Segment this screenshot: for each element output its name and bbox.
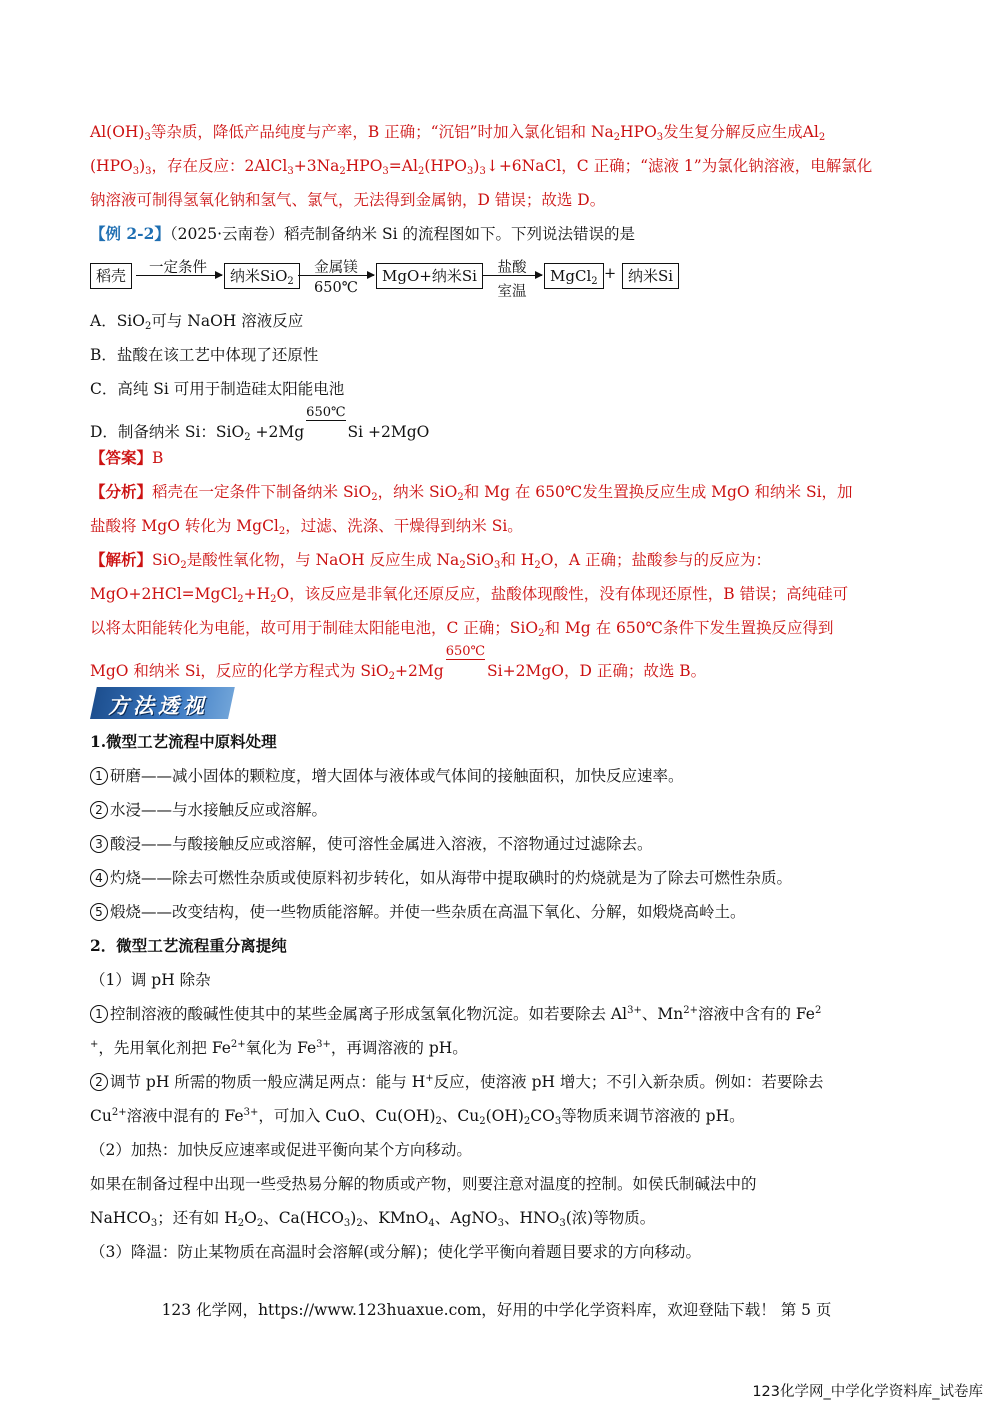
- answer-line: [90, 447, 163, 469]
- section2-p2-line-1: 2 调节 pH 所需的物质一般应满足两点：能与 H+反应，使溶液 pH 增大；不引入新杂质。例如：若要除去: [90, 1071, 823, 1093]
- answer-value: B: [152, 449, 164, 467]
- process-flow-diagram: [90, 258, 690, 298]
- analysis-line-1: 【分析】稻壳在一定条件下制备纳米 SiO$_2$，纳米 SiO$_2$和 Mg 在 650℃发生置换反应生成 MgO 和纳米 Si，加: [90, 482, 853, 503]
- analysis-prev-line-1: $Al(OH)_3$等杂质，降低产品纯度与产率，B 正确；“沉铝”时加入氯化铝和 $Na_2HPO_3$发生复分解反应生成$Al_2$: [90, 123, 826, 143]
- section2-p1-line-2: +，先用氧化剂把 $Fe^{2+}$氧化为 $Fe^{3+}$，再调溶液的 pH。: [90, 1039, 468, 1057]
- flow-arrow-3-bottom: 室温: [497, 284, 527, 300]
- analysis-prev-line-2: $(HPO_3)_3$，存在反应：$2AlCl_3+3Na_2HPO_3=Al_2(HPO_3)_3↓+6NaCl$，C 正确；“滤液 1”为氯化钠溶液，电解氯化: [90, 157, 873, 177]
- answer-tag: 【答案】: [90, 448, 153, 467]
- section2-p1-line-1: 1 控制溶液的酸碱性使其中的某些金属离子形成氢氧化物沉淀。如若要除去 $Al^{3+}$、$Mn^{2+}$溶液中含有的 Fe$^2$: [90, 1003, 821, 1025]
- explain-condition: 650℃: [445, 644, 486, 659]
- example-stem: 【例 2-2】（2025·云南卷）稻壳制备纳米 Si 的流程图如下。下列说法错误的是: [90, 224, 635, 243]
- corner-watermark: 123化学网_中学化学资料库_试卷库: [752, 1384, 983, 1400]
- explain-tag: 【解析】: [90, 550, 153, 569]
- option-b: B．盐酸在该工艺中体现了还原性: [90, 346, 319, 364]
- section2-sub3: （3）降温：防止某物质在高温时会溶解(或分解)；使化学平衡向着题目要求的方向移动。: [90, 1243, 701, 1261]
- flow-arrow-2-bottom: 650℃: [314, 280, 358, 296]
- flow-arrow-1-label: 一定条件: [149, 260, 207, 276]
- method-banner-title: 方法透视: [108, 694, 208, 718]
- explain-line-1: 【解析】SiO$_2$是酸性氧化物，与 NaOH 反应生成 $Na_2SiO_3$和 $H_2O$，A 正确；盐酸参与的反应为：: [90, 550, 772, 571]
- section1-item-2: 2 水浸——与水接触反应或溶解。: [90, 799, 327, 821]
- section2-sub1: （1）调 pH 除杂: [90, 971, 211, 989]
- option-c: C．高纯 Si 可用于制造硅太阳能电池: [90, 380, 345, 398]
- circled-number: 2: [90, 801, 108, 819]
- analysis-prev-line-3: 钠溶液可制得氢氧化钠和氢气、氯气，无法得到金属钠，D 错误；故选 D。: [90, 191, 606, 209]
- flow-box-rice-husk: 稻壳: [90, 263, 132, 289]
- page-footer: 123 化学网，https://www.123huaxue.com，好用的中学化学资料库，欢迎登陆下载！ 第 5 页: [161, 1301, 832, 1319]
- flow-arrow-3-top: 盐酸: [497, 260, 527, 276]
- flow-arrow-2-top: 金属镁: [314, 260, 358, 276]
- section2-p3: 如果在制备过程中出现一些受热易分解的物质或产物，则要注意对温度的控制。如侯氏制碱法中的: [90, 1175, 757, 1193]
- section2-p4: NaHCO$_3$；还有如 $H_2O_2$、$Ca(HCO_3)_2$、KMnO$_4$、AgNO$_3$、$HNO_3$(浓)等物质。: [90, 1209, 656, 1229]
- circled-number: 5: [90, 903, 108, 921]
- circled-number: 3: [90, 835, 108, 853]
- flow-box-mgo-si: MgO+纳米Si: [376, 263, 483, 289]
- option-a: A．SiO$_2$可与 NaOH 溶液反应: [90, 312, 304, 332]
- flow-plus: +: [604, 266, 617, 282]
- circled-number: 1: [90, 767, 108, 785]
- flow-box-nano-si: 纳米Si: [622, 263, 679, 289]
- section1-item-3: 3 酸浸——与酸接触反应或溶解，使可溶性金属进入溶液，不溶物通过过滤除去。: [90, 833, 653, 855]
- section1-item-5: 5 煅烧——改变结构，使一些物质能溶解。并使一些杂质在高温下氧化、分解，如煅烧高岭土。: [90, 901, 746, 923]
- section1-title: 1.微型工艺流程中原料处理: [90, 732, 277, 751]
- circled-number: 1: [90, 1005, 108, 1023]
- section2-title: 2．微型工艺流程重分离提纯: [90, 936, 287, 955]
- circled-number: 2: [90, 1073, 108, 1091]
- option-d: D．制备纳米 Si：SiO$_2$ +2Mg 650℃ Si +2MgO: [90, 405, 430, 443]
- section1-item-1: 1 研磨——减小固体的颗粒度，增大固体与液体或气体间的接触面积，加快反应速率。: [90, 765, 684, 787]
- section1-item-4: 4 灼烧——除去可燃性杂质或使原料初步转化，如从海带中提取碘时的灼烧就是为了除去可燃性杂质。: [90, 867, 792, 889]
- section2-sub2: （2）加热：加快反应速率或促进平衡向某个方向移动。: [90, 1141, 472, 1159]
- explain-line-4: MgO 和纳米 Si，反应的化学方程式为 SiO$_2$+2Mg 650℃ Si+2MgO，D 正确；故选 B。: [90, 644, 707, 682]
- circled-number: 4: [90, 869, 108, 887]
- option-d-condition: 650℃: [306, 405, 346, 420]
- analysis-line-2: 盐酸将 MgO 转化为 MgCl$_2$，过滤、洗涤、干燥得到纳米 Si。: [90, 517, 523, 537]
- analysis-tag: 【分析】: [90, 482, 153, 501]
- flow-box-mgcl2: MgCl$_2$: [544, 263, 604, 289]
- example-tag: 【例 2-2】: [90, 224, 170, 243]
- explain-line-3: 以将太阳能转化为电能，故可用于制硅太阳能电池，C 正确；SiO$_2$和 Mg 在 650℃条件下发生置换反应得到: [90, 619, 834, 639]
- flow-box-nano-sio2: 纳米SiO$_2$: [224, 263, 300, 289]
- explain-line-2: $MgO+2HCl=MgCl_2+H_2O$，该反应是非氧化还原反应，盐酸体现酸性，没有体现还原性，B 错误；高纯硅可: [90, 585, 849, 605]
- section2-p2-line-2: $Cu^{2+}$溶液中混有的 $Fe^{3+}$，可加入 CuO、$Cu(OH)_2$、$Cu_2(OH)_2CO_3$等物质来调节溶液的 pH。: [90, 1107, 745, 1127]
